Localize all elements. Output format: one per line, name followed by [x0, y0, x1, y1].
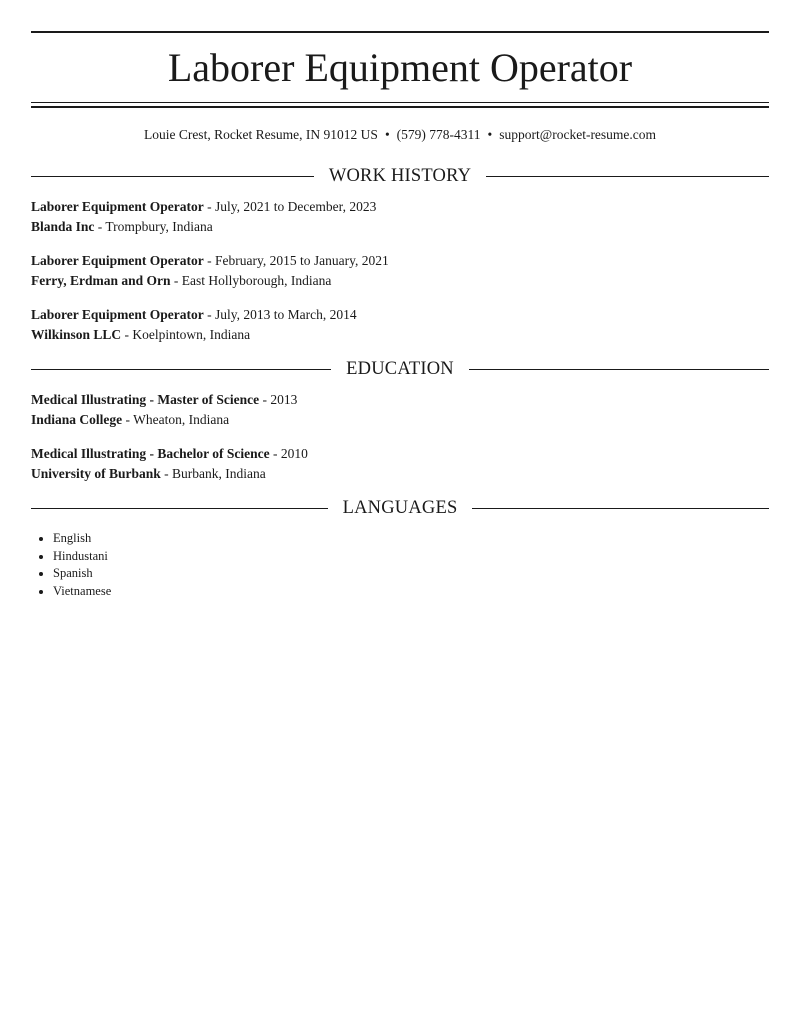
work-history-title: WORK HISTORY	[328, 165, 472, 186]
top-rule	[31, 31, 769, 33]
language-item: • English	[53, 530, 769, 548]
education-degree: Medical Illustrating - Bachelor of Science	[31, 446, 270, 461]
work-company: Wilkinson LLC	[31, 327, 122, 342]
education-year: - 2010	[269, 446, 308, 461]
education-entry	[31, 444, 769, 484]
contact-email: support@rocket-resume.com	[499, 127, 657, 142]
contact-address: Louie Crest, Rocket Resume, IN 91012 US	[143, 127, 378, 142]
language-item: • Vietnamese	[53, 583, 769, 601]
education-school: University of Burbank	[31, 466, 161, 481]
language-item: • Hindustani	[53, 548, 769, 566]
contact-line	[31, 126, 769, 144]
resume-title: Laborer Equipment Operator	[167, 45, 633, 90]
work-role: Laborer Equipment Operator	[31, 253, 204, 268]
work-location: - Koelpintown, Indiana	[121, 327, 251, 342]
languages-heading	[31, 496, 769, 520]
work-company: Blanda Inc	[31, 219, 95, 234]
work-entry	[31, 197, 769, 237]
contact-separator: •	[384, 127, 390, 142]
work-dates: - July, 2013 to March, 2014	[203, 307, 357, 322]
education-heading	[31, 357, 769, 381]
contact-phone: (579) 778-4311	[396, 127, 481, 142]
work-role: Laborer Equipment Operator	[31, 307, 204, 322]
work-dates: - February, 2015 to January, 2021	[203, 253, 389, 268]
work-location: - East Hollyborough, Indiana	[170, 273, 332, 288]
education-school: Indiana College	[31, 412, 123, 427]
resume-page	[31, 31, 769, 600]
education-entry	[31, 390, 769, 430]
work-entry	[31, 305, 769, 345]
languages-list	[31, 530, 769, 600]
title-double-rule	[31, 102, 769, 108]
work-dates: - July, 2021 to December, 2023	[203, 199, 377, 214]
education-year: - 2013	[259, 392, 298, 407]
languages-title: LANGUAGES	[342, 497, 458, 518]
work-entry	[31, 251, 769, 291]
education-title: EDUCATION	[346, 358, 454, 379]
contact-separator: •	[487, 127, 493, 142]
work-company: Ferry, Erdman and Orn	[31, 273, 171, 288]
education-location: - Wheaton, Indiana	[122, 412, 230, 427]
work-role: Laborer Equipment Operator	[31, 199, 204, 214]
work-location: - Trompbury, Indiana	[94, 219, 213, 234]
education-degree: Medical Illustrating - Master of Science	[31, 392, 260, 407]
work-history-heading	[31, 164, 769, 188]
education-location: - Burbank, Indiana	[160, 466, 266, 481]
language-item: • Spanish	[53, 565, 769, 583]
